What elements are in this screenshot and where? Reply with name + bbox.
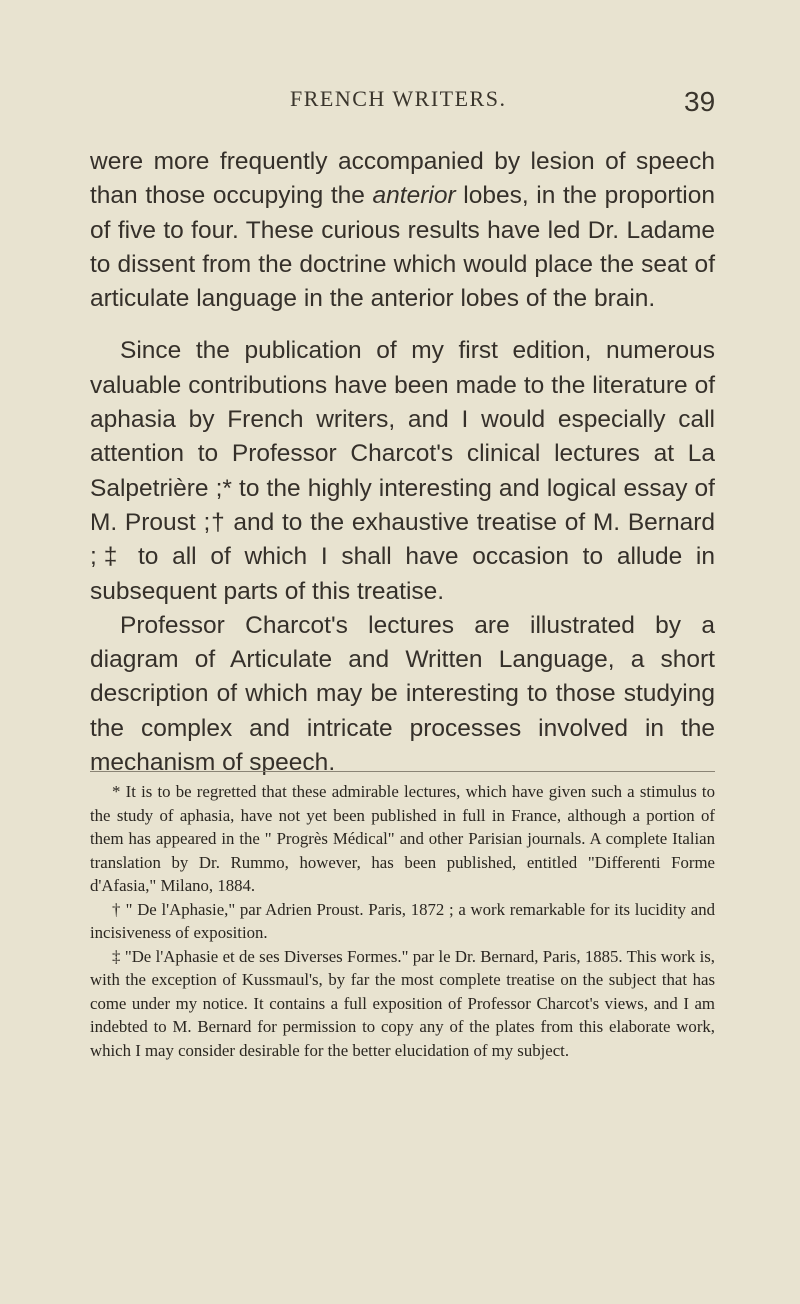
paragraph-1-end: lobes, in the proportion of five to four. These curious results have led Dr. Ladame to dissent from the doctrine which would place the seat of articulate language in the anterior lobes of the brain. (90, 182, 715, 313)
footnotes (90, 780, 715, 1062)
footnote-divider (90, 771, 715, 772)
running-title: FRENCH WRITERS. (290, 86, 507, 111)
footnote-1: * It is to be regretted that these admirable lectures, which have given such a stimulus to the study of aphasia, have not yet been published in full in France, although a portion of them has appeared in the " Progrès Médical" and other Parisian journals. A complete Italian translation by Dr. Rummo, however, has been published, entitled "Differenti Forme d'Afasia," Milano, 1884. (90, 782, 715, 895)
footnote-3: ‡ "De l'Aphasie et de ses Diverses Formes." par le Dr. Bernard, Paris, 1885. This work is, with the exception of Kussmaul's, by far the most complete treatise on the subject that has come under my notice. It contains a full exposition of Professor Charcot's views, and I am indebted to M. Bernard for permission to copy any of the plates from this elaborate work, which I may consider desirable for the better elucidation of my subject. (90, 946, 715, 1060)
paragraph-1 (90, 145, 715, 316)
paragraph-1-italic: anterior (372, 182, 456, 210)
paragraph-1-start: were more frequently accompanied by lesion of speech than those occupying the (90, 148, 715, 210)
main-text (90, 145, 715, 780)
paragraph-3: Professor Charcot's lectures are illustrated by a diagram of Articulate and Written Language, a short description of which may be interesting to those studying the complex and intricate processes involved in the mechanism of speech. (90, 611, 715, 777)
page-header (0, 86, 800, 126)
footnote-2: † " De l'Aphasie," par Adrien Proust. Paris, 1872 ; a work remarkable for its lucidity and incisiveness of exposition. (90, 899, 715, 942)
page-number: 39 (684, 86, 716, 117)
paragraph-2: Since the publication of my first edition, numerous valuable contributions have been made to the literature of aphasia by French writers, and I would especially call attention to Professor Charcot's clinical lectures at La Salpetrière ;* to the highly interesting and logical essay of M. Proust ;† and to the exhaustive treatise of M. Bernard ;‡ to all of which I shall have occasion to allude in subsequent parts of this treatise. (90, 337, 715, 605)
